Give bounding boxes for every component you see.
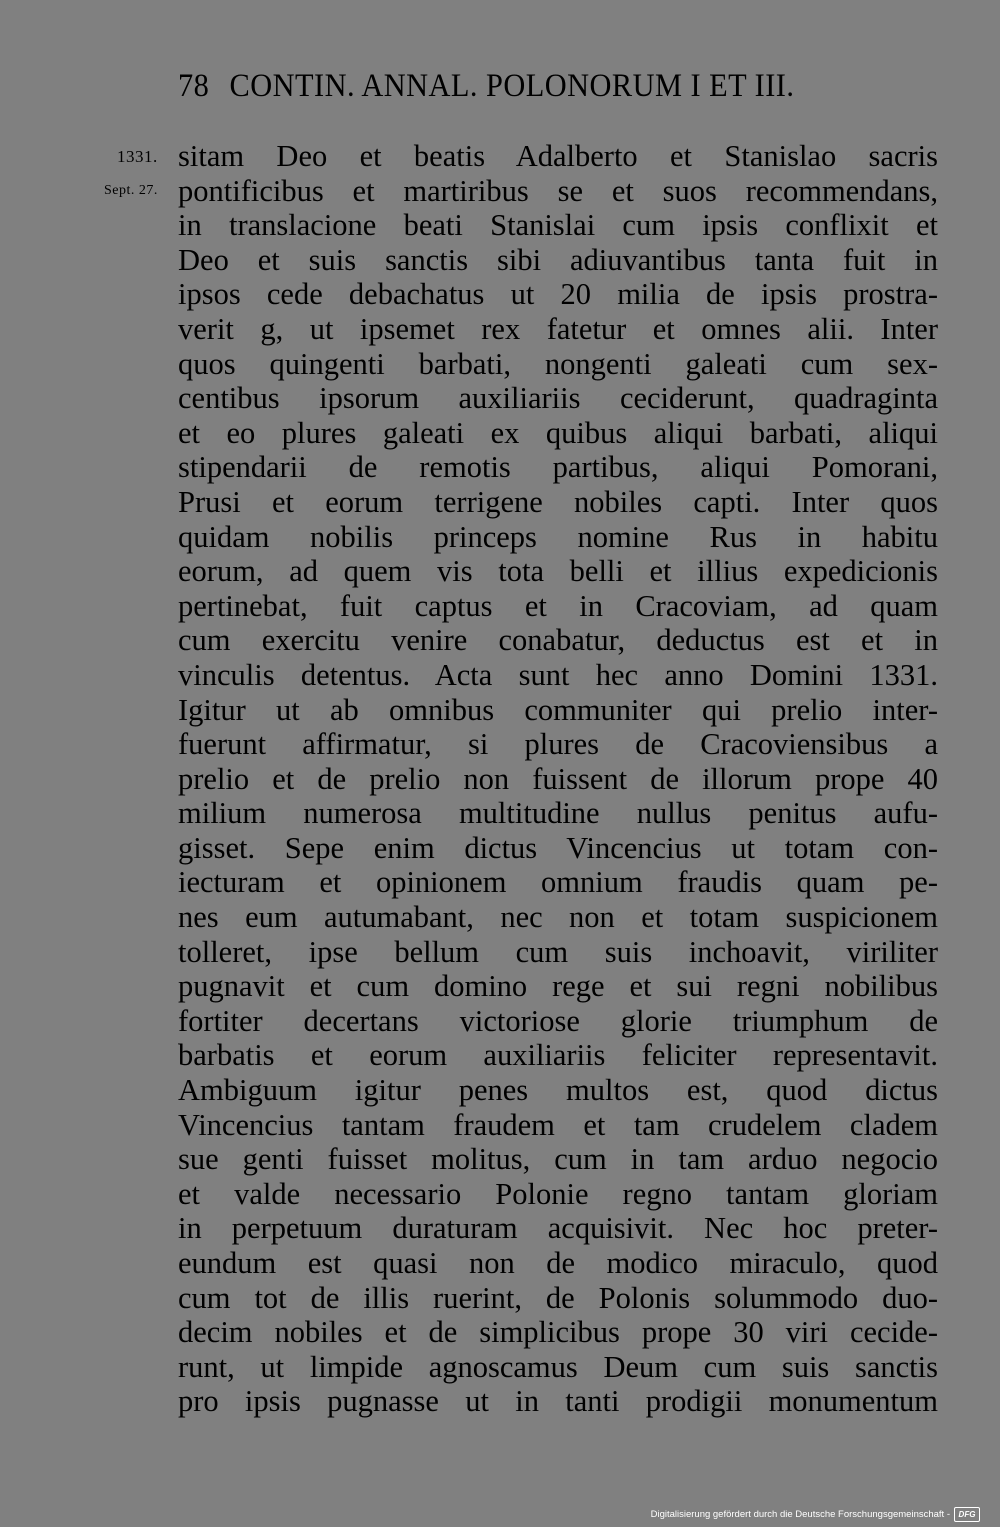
text-line: et valde necessario Polonie regno tantam gloriam: [178, 1176, 938, 1211]
text-line: stipendarii de remotis partibus, aliqui Pomorani,: [178, 450, 938, 485]
text-line: iecturam et opinionem omnium fraudis quam pe-: [178, 865, 938, 900]
text-line: sitam Deo et beatis Adalberto et Stanislao sacris: [178, 139, 938, 173]
text-line: pontificibus et martiribus se et suos recommendans,: [178, 173, 938, 208]
text-line: quidam nobilis princeps nomine Rus in habitu: [178, 519, 938, 554]
running-title: CONTIN. ANNAL. POLONORUM I ET III.: [229, 68, 795, 104]
text-line: centibus ipsorum auxiliariis ceciderunt, quadraginta: [178, 381, 938, 416]
text-line: cum tot de illis ruerint, de Polonis solummodo duo-: [178, 1280, 938, 1315]
text-line: Ambiguum igitur penes multos est, quod dictus: [178, 1073, 938, 1108]
text-line: cum exercitu venire conabatur, deductus est et in: [178, 623, 938, 658]
margin-note-date: Sept. 27.: [104, 183, 158, 198]
text-line: nes eum autumabant, nec non et totam suspicionem: [178, 900, 938, 935]
text-line: fortiter decertans victoriose glorie triumphum de: [178, 1003, 938, 1038]
text-line: et eo plures galeati ex quibus aliqui barbati, aliqui: [178, 415, 938, 450]
text-line: milium numerosa multitudine nullus penitus aufu-: [178, 796, 938, 831]
text-line: sue genti fuisset molitus, cum in tam arduo negocio: [178, 1142, 938, 1177]
text-line: barbatis et eorum auxiliariis feliciter representavit.: [178, 1038, 938, 1073]
running-header: [178, 68, 877, 105]
digitization-credit: [651, 1505, 980, 1523]
text-line: in translacione beati Stanislai cum ipsis conflixit et: [178, 208, 938, 243]
page-number: 78: [178, 68, 210, 104]
text-line: pugnavit et cum domino rege et sui regni nobilibus: [178, 969, 938, 1004]
text-line: eorum, ad quem vis tota belli et illius expedicionis: [178, 554, 938, 589]
credit-text: Digitalisierung gefördert durch die Deutsche Forschungsgemeinschaft -: [650, 1508, 950, 1520]
text-line: tolleret, ipse bellum cum suis inchoavit, viriliter: [178, 934, 938, 969]
text-line: prelio et de prelio non fuissent de illorum prope 40: [178, 761, 938, 796]
text-line: decim nobiles et de simplicibus prope 30 viri cecide-: [178, 1315, 938, 1350]
text-line: runt, ut limpide agnoscamus Deum cum suis sanctis: [178, 1349, 938, 1384]
margin-note-year: 1331.: [117, 147, 158, 166]
text-line: in perpetuum duraturam acquisivit. Nec hoc preter-: [178, 1211, 938, 1246]
text-line: Igitur ut ab omnibus communiter qui prelio inter-: [178, 692, 938, 727]
text-line: vinculis detentus. Acta sunt hec anno Domini 1331.: [178, 657, 938, 692]
dfg-logo: DFG: [954, 1507, 980, 1522]
text-line: eundum est quasi non de modico miraculo, quod: [178, 1246, 938, 1280]
text-line: ipsos cede debachatus ut 20 milia de ipsis prostra-: [178, 277, 938, 312]
text-line: fuerunt affirmatur, si plures de Cracoviensibus a: [178, 727, 938, 762]
text-line: verit g, ut ipsemet rex fatetur et omnes alii. Inter: [178, 311, 938, 346]
text-line: pro ipsis pugnasse ut in tanti prodigii monumentum: [178, 1384, 938, 1419]
text-line: pertinebat, fuit captus et in Cracoviam, ad quam: [178, 588, 938, 623]
text-line: quos quingenti barbati, nongenti galeati cum sex-: [178, 346, 938, 381]
text-line: gisset. Sepe enim dictus Vincencius ut totam con-: [178, 830, 938, 865]
text-line: Vincencius tantam fraudem et tam crudelem cladem: [178, 1107, 938, 1142]
text-line: Deo et suis sanctis sibi adiuvantibus tanta fuit in: [178, 242, 938, 277]
body-text: [178, 139, 938, 1419]
text-line: Prusi et eorum terrigene nobiles capti. Inter quos: [178, 484, 938, 519]
